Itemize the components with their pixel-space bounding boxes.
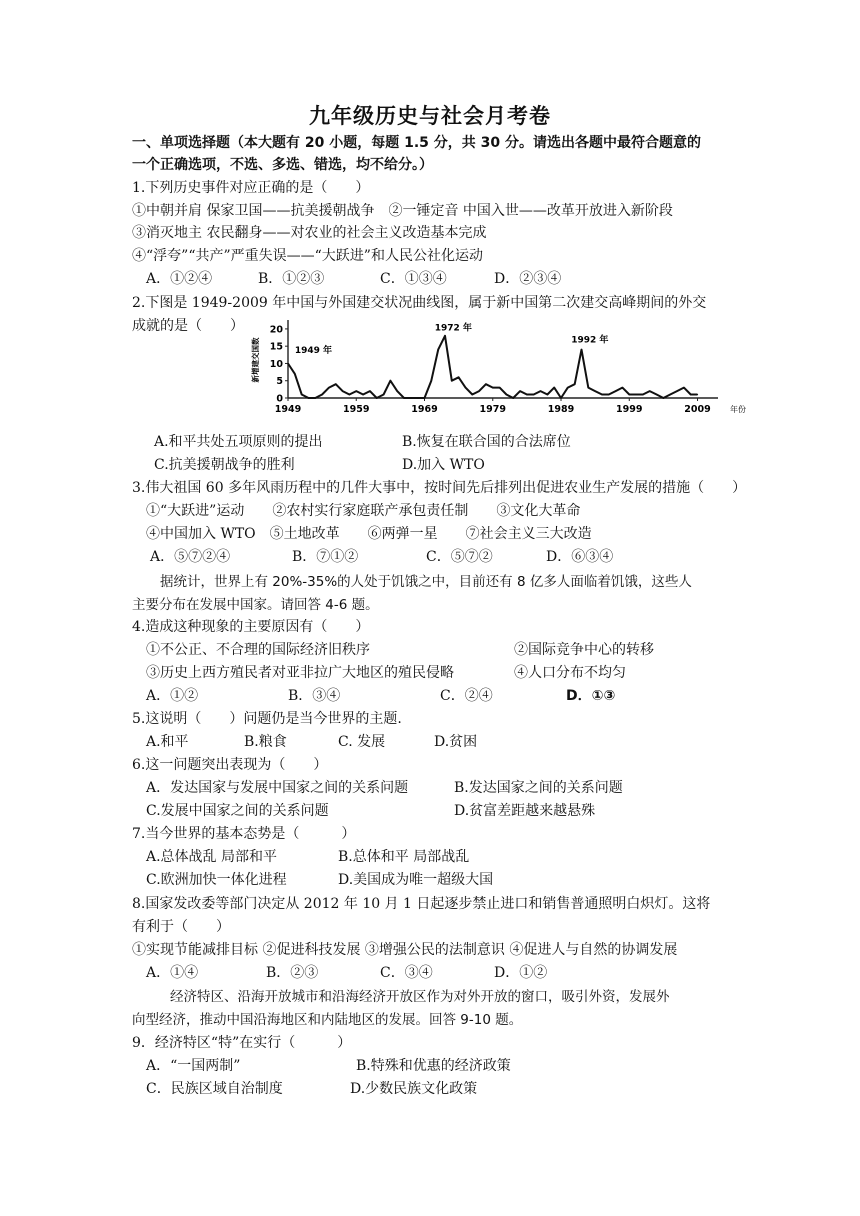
data-point: [287, 363, 288, 364]
q2-stem-line2: 成就的是（ ）: [132, 318, 244, 334]
q3-item-line1: ①“大跃进”运动 ②农村实行家庭联产承包责任制 ③文化大革命: [146, 503, 581, 519]
q4-option-b: B．③④: [288, 688, 341, 704]
data-point: [451, 380, 452, 381]
chart-x-tick-labels: [275, 404, 711, 415]
q6-option-a: A．发达国家与发展中国家之间的关系问题: [146, 780, 409, 796]
data-point: [328, 387, 329, 388]
q8-option-b: B．②③: [266, 965, 319, 981]
data-point: [492, 387, 493, 388]
data-point: [574, 384, 575, 385]
data-point: [410, 397, 411, 398]
q4-option-d: D．①③: [566, 688, 616, 704]
q8-stem-line1: 8.国家发改委等部门决定从 2012 年 10 月 1 日起逐步禁止进口和销售普通照明白炽灯。这将: [132, 896, 711, 912]
q5-option-d: D.贫困: [434, 734, 478, 750]
q8-option-d: D．①②: [494, 965, 548, 981]
x-tick-label: 1989: [547, 404, 575, 415]
q3-item-line2: ④中国加入 WTO ⑤土地改革 ⑥两弹一星 ⑦社会主义三大改造: [146, 526, 592, 542]
x-tick-label: 1979: [479, 404, 506, 415]
data-point: [362, 394, 363, 395]
q3-option-a: A．⑤⑦②④: [150, 549, 231, 565]
q1-option-d: D．②③④: [494, 271, 562, 287]
data-point: [683, 387, 684, 388]
q8-option-a: A．①④: [146, 965, 199, 981]
q4-item-3: ③历史上西方殖民者对亚非拉广大地区的殖民侵略: [146, 665, 454, 681]
q3-option-c: C．⑤⑦②: [426, 549, 493, 565]
data-point: [663, 397, 664, 398]
data-point: [465, 387, 466, 388]
data-point: [615, 390, 616, 391]
data-point: [622, 387, 623, 388]
data-point: [547, 394, 548, 395]
q2-stem-line1: 2.下图是 1949-2009 年中国与外国建交状况曲线图，属于新中国第二次建交高峰期间的外交: [132, 295, 707, 311]
q4-option-a: A．①②: [146, 688, 199, 704]
q5-option-c: C. 发展: [338, 734, 386, 750]
data-point: [417, 397, 418, 398]
data-point: [540, 390, 541, 391]
x-tick-label: 1969: [411, 404, 438, 415]
q7-option-b: B.总体和平 局部战乱: [338, 849, 470, 865]
data-point: [444, 335, 445, 336]
data-point: [397, 390, 398, 391]
data-point: [567, 387, 568, 388]
x-tick-label: 2009: [684, 404, 711, 415]
data-point: [308, 397, 309, 398]
material-2-line2: 向型经济，推动中国沿海地区和内陆地区的发展。回答 9-10 题。: [132, 1012, 523, 1028]
y-tick-label: 5: [276, 376, 283, 388]
material-1-line1: 据统计，世界上有 20%-35%的人处于饥饿之中，目前还有 8 亿多人面临着饥饿，这些人: [160, 574, 692, 590]
q9-option-d: D.少数民族文化政策: [350, 1081, 478, 1097]
y-tick-label: 15: [269, 341, 283, 353]
q2-option-d: D.加入 WTO: [402, 457, 485, 473]
y-tick-label: 0: [276, 393, 283, 405]
material-2-line1: 经济特区、沿海开放城市和沿海经济开放区作为对外开放的窗口，吸引外资，发展外: [170, 989, 670, 1005]
data-point: [479, 390, 480, 391]
diplomacy-line-chart: [248, 316, 748, 416]
y-tick-label: 20: [269, 324, 283, 336]
exam-title: 九年级历史与社会月考卷: [309, 104, 551, 128]
data-point: [526, 394, 527, 395]
data-point: [294, 373, 295, 374]
data-point: [376, 397, 377, 398]
data-point: [315, 397, 316, 398]
q7-option-a: A.总体战乱 局部和平: [146, 849, 278, 865]
section-heading-line2: 一个正确选项，不选、多选、错选，均不给分。）: [132, 157, 433, 173]
x-tick-label: 1959: [343, 404, 370, 415]
data-point: [356, 390, 357, 391]
data-point: [629, 394, 630, 395]
q6-option-c: C.发展中国家之间的关系问题: [146, 803, 329, 819]
x-tick-label: 1949: [274, 404, 302, 415]
q3-stem: 3.伟大祖国 60 多年风雨历程中的几件大事中，按时间先后排列出促进农业生产发展的措施（ ）: [132, 480, 747, 496]
data-point: [635, 394, 636, 395]
q9-option-b: B.特殊和优惠的经济政策: [356, 1058, 511, 1074]
data-point: [519, 390, 520, 391]
data-point: [369, 390, 370, 391]
chart-x-axis-label: 年份: [730, 405, 746, 414]
data-point: [690, 394, 691, 395]
q1-item-line3: ④“浮夸”“共产”严重失误——“大跃进”和人民公社化运动: [132, 248, 483, 264]
q7-stem: 7.当今世界的基本态势是（ ）: [132, 826, 356, 842]
q4-item-1: ①不公正、不合理的国际经济旧秩序: [146, 642, 370, 658]
q6-option-d: D.贫富差距越来越悬殊: [454, 803, 596, 819]
chart-annotation: 1972 年: [434, 323, 472, 334]
q2-option-c: C.抗美援朝战争的胜利: [154, 457, 295, 473]
q6-stem: 6.这一问题突出表现为（ ）: [132, 757, 328, 773]
data-point: [581, 349, 582, 350]
material-1-line2: 主要分布在发展中国家。请回答 4-6 题。: [132, 597, 379, 613]
q1-item-line1: ①中朝并肩 保家卫国——抗美援朝战争 ②一锤定音 中国入世——改革开放进入新阶段: [132, 203, 673, 219]
q5-stem: 5.这说明（ ）问题仍是当今世界的主题.: [132, 711, 402, 727]
data-point: [472, 394, 473, 395]
data-point: [588, 387, 589, 388]
section-heading-line1: 一、单项选择题（本大题有 20 小题，每题 1.5 分，共 30 分。请选出各题中最符合题意的: [132, 135, 702, 151]
q5-option-a: A.和平: [146, 734, 189, 750]
q4-stem: 4.造成这种现象的主要原因有（ ）: [132, 619, 370, 635]
data-point: [322, 394, 323, 395]
data-point: [670, 394, 671, 395]
q7-option-c: C.欧洲加快一体化进程: [146, 872, 287, 888]
data-point: [424, 397, 425, 398]
data-point: [656, 394, 657, 395]
chart-y-tick-labels: [270, 324, 284, 404]
q1-stem: 1.下列历史事件对应正确的是（ ）: [132, 180, 370, 196]
data-point: [649, 390, 650, 391]
q2-option-a: A.和平共处五项原则的提出: [154, 434, 323, 450]
q2-option-b: B.恢复在联合国的合法席位: [402, 434, 571, 450]
data-point: [431, 380, 432, 381]
data-point: [506, 394, 507, 395]
data-point: [349, 394, 350, 395]
q9-stem: 9．经济特区“特”在实行（ ）: [132, 1035, 352, 1051]
q1-item-line2: ③消灭地主 农民翻身——对农业的社会主义改造基本完成: [132, 225, 487, 241]
data-point: [335, 384, 336, 385]
data-point: [642, 394, 643, 395]
data-point: [697, 394, 698, 395]
data-point: [554, 387, 555, 388]
data-point: [390, 380, 391, 381]
data-point: [533, 394, 534, 395]
q7-option-d: D.美国成为唯一超级大国: [338, 872, 494, 888]
q8-stem-line2: 有利于（ ）: [132, 919, 230, 935]
q4-item-4: ④人口分布不均匀: [514, 665, 626, 681]
chart-annotations: [295, 321, 609, 356]
data-point: [499, 387, 500, 388]
q5-option-b: B.粮食: [244, 734, 287, 750]
data-point: [560, 397, 561, 398]
q3-option-b: B．⑦①②: [292, 549, 359, 565]
data-point: [403, 397, 404, 398]
q1-option-c: C．①③④: [380, 271, 447, 287]
data-point: [595, 390, 596, 391]
q4-option-c: C．②④: [440, 688, 493, 704]
x-tick-label: 1999: [616, 404, 643, 415]
chart-series: [287, 335, 698, 398]
data-point: [513, 397, 514, 398]
data-point: [458, 377, 459, 378]
q4-item-2: ②国际竞争中心的转移: [514, 642, 654, 658]
data-point: [485, 384, 486, 385]
data-point: [601, 394, 602, 395]
data-point: [676, 390, 677, 391]
q9-option-c: C．民族区域自治制度: [146, 1081, 283, 1097]
chart-annotation: 1992 年: [571, 335, 609, 346]
q8-item-line1: ①实现节能减排目标 ②促进科技发展 ③增强公民的法制意识 ④促进人与自然的协调发展: [132, 942, 678, 958]
q9-option-a: A．“一国两制”: [146, 1058, 241, 1074]
q3-option-d: D．⑥③④: [546, 549, 614, 565]
data-point: [383, 394, 384, 395]
y-tick-label: 10: [269, 358, 283, 370]
data-point: [608, 394, 609, 395]
data-point: [342, 390, 343, 391]
data-point: [301, 394, 302, 395]
series-line: [288, 336, 698, 398]
chart-y-axis-label: 新增建交国数: [251, 337, 260, 383]
data-point: [438, 349, 439, 350]
q6-option-b: B.发达国家之间的关系问题: [454, 780, 623, 796]
q1-option-a: A．①②④: [146, 271, 213, 287]
chart-annotation: 1949 年: [294, 346, 333, 357]
q8-option-c: C．③④: [380, 965, 433, 981]
q1-option-b: B．①②③: [258, 271, 325, 287]
